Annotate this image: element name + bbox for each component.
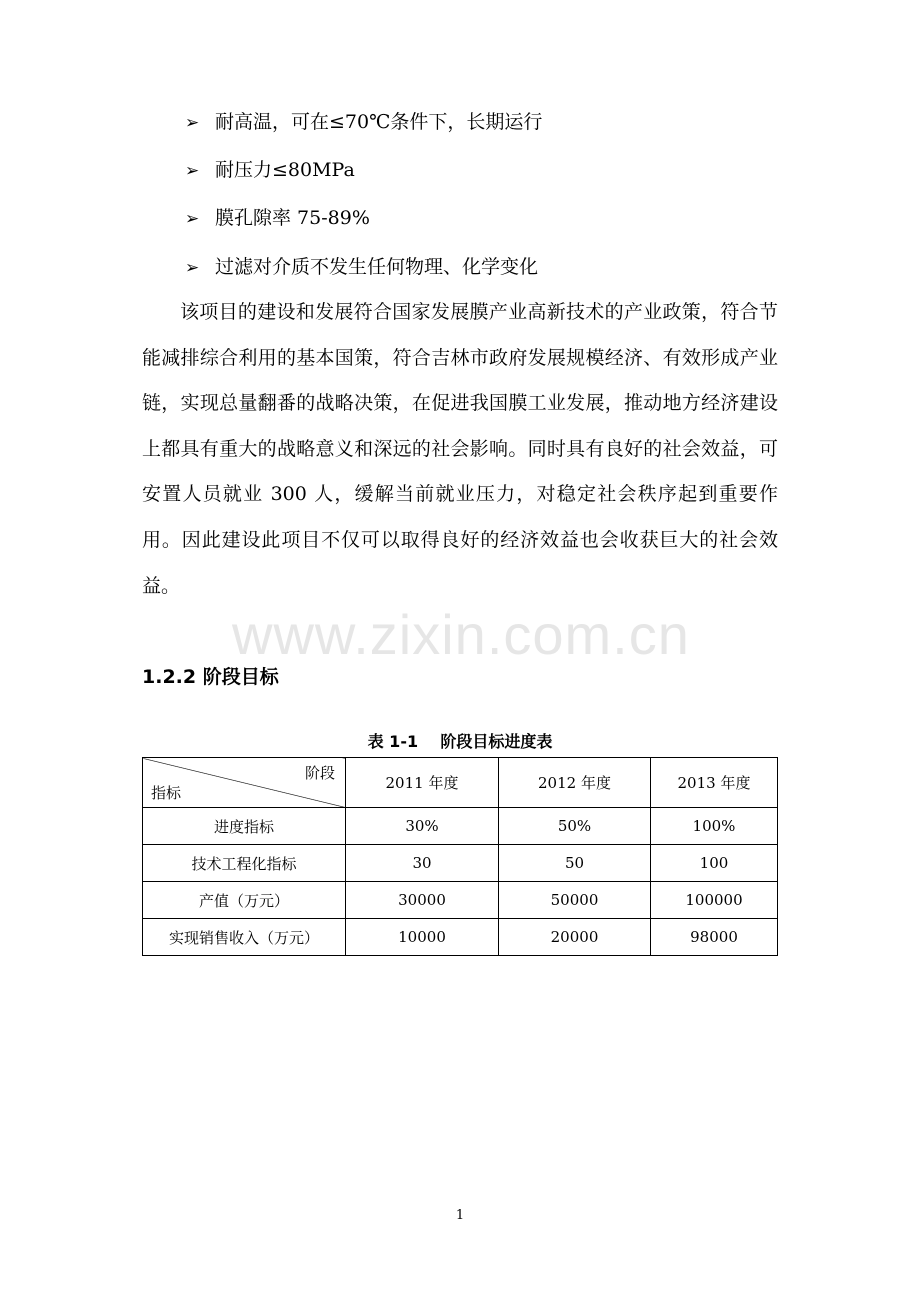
table-row: [143, 919, 778, 956]
table-cell: 30%: [346, 808, 499, 845]
arrow-bullet-icon: ➢: [185, 209, 200, 229]
arrow-bullet-icon: ➢: [185, 258, 200, 278]
column-header: 2013 年度: [651, 758, 778, 808]
section-heading: 1.2.2 阶段目标: [142, 666, 279, 688]
bullet-text: 膜孔隙率 75-89%: [215, 207, 370, 229]
bullet-text: 过滤对介质不发生任何物理、化学变化: [215, 256, 539, 278]
arrow-bullet-icon: ➢: [185, 113, 200, 133]
diagonal-header-cell: [143, 758, 346, 808]
table-cell: 50000: [499, 882, 651, 919]
table-cell: 30: [346, 845, 499, 882]
table-cell: 100%: [651, 808, 778, 845]
table-cell: 100000: [651, 882, 778, 919]
body-paragraph: 该项目的建设和发展符合国家发展膜产业高新技术的产业政策，符合节能减排综合利用的基本国策，符合吉林市政府发展规模经济、有效形成产业链，实现总量翻番的战略决策，在促进我国膜工业发展，推动地方经济建设上都具有重大的战略意义和深远的社会影响。同时具有良好的社会效益，可安置人员就业 300 人，缓解当前就业压力，对稳定社会秩序起到重要作用。因此建设此项目不仅可以取得良好的经济效益也会收获巨大的社会效益。: [142, 301, 778, 597]
row-label: 技术工程化指标: [143, 845, 346, 882]
row-label: 进度指标: [143, 808, 346, 845]
table-caption: 表 1-1 阶段目标进度表: [367, 732, 553, 751]
table-cell: 20000: [499, 919, 651, 956]
row-label: 产值（万元）: [143, 882, 346, 919]
bullet-text: 耐压力≤80MPa: [215, 159, 355, 181]
table-row: [143, 845, 778, 882]
bullet-text: 耐高温，可在≤70℃条件下，长期运行: [215, 111, 543, 133]
table-row: [143, 808, 778, 845]
arrow-bullet-icon: ➢: [185, 161, 200, 181]
table-header-row: [143, 758, 778, 808]
bullet-item: [185, 110, 542, 135]
bullet-item: [185, 206, 370, 231]
watermark: www.zixin.com.cn: [232, 603, 690, 666]
table-cell: 10000: [346, 919, 499, 956]
corner-label-indicator: 指标: [151, 784, 182, 802]
corner-label-stage: 阶段: [304, 764, 335, 782]
bullet-item: [185, 255, 538, 280]
column-header: 2011 年度: [346, 758, 499, 808]
column-header: 2012 年度: [499, 758, 651, 808]
row-label: 实现销售收入（万元）: [143, 919, 346, 956]
table-cell: 98000: [651, 919, 778, 956]
stage-progress-table: [142, 757, 778, 956]
table-cell: 30000: [346, 882, 499, 919]
table-cell: 50: [499, 845, 651, 882]
page-number: 1: [455, 1208, 465, 1223]
table-cell: 50%: [499, 808, 651, 845]
bullet-item: [185, 158, 355, 183]
table-cell: 100: [651, 845, 778, 882]
table-row: [143, 882, 778, 919]
